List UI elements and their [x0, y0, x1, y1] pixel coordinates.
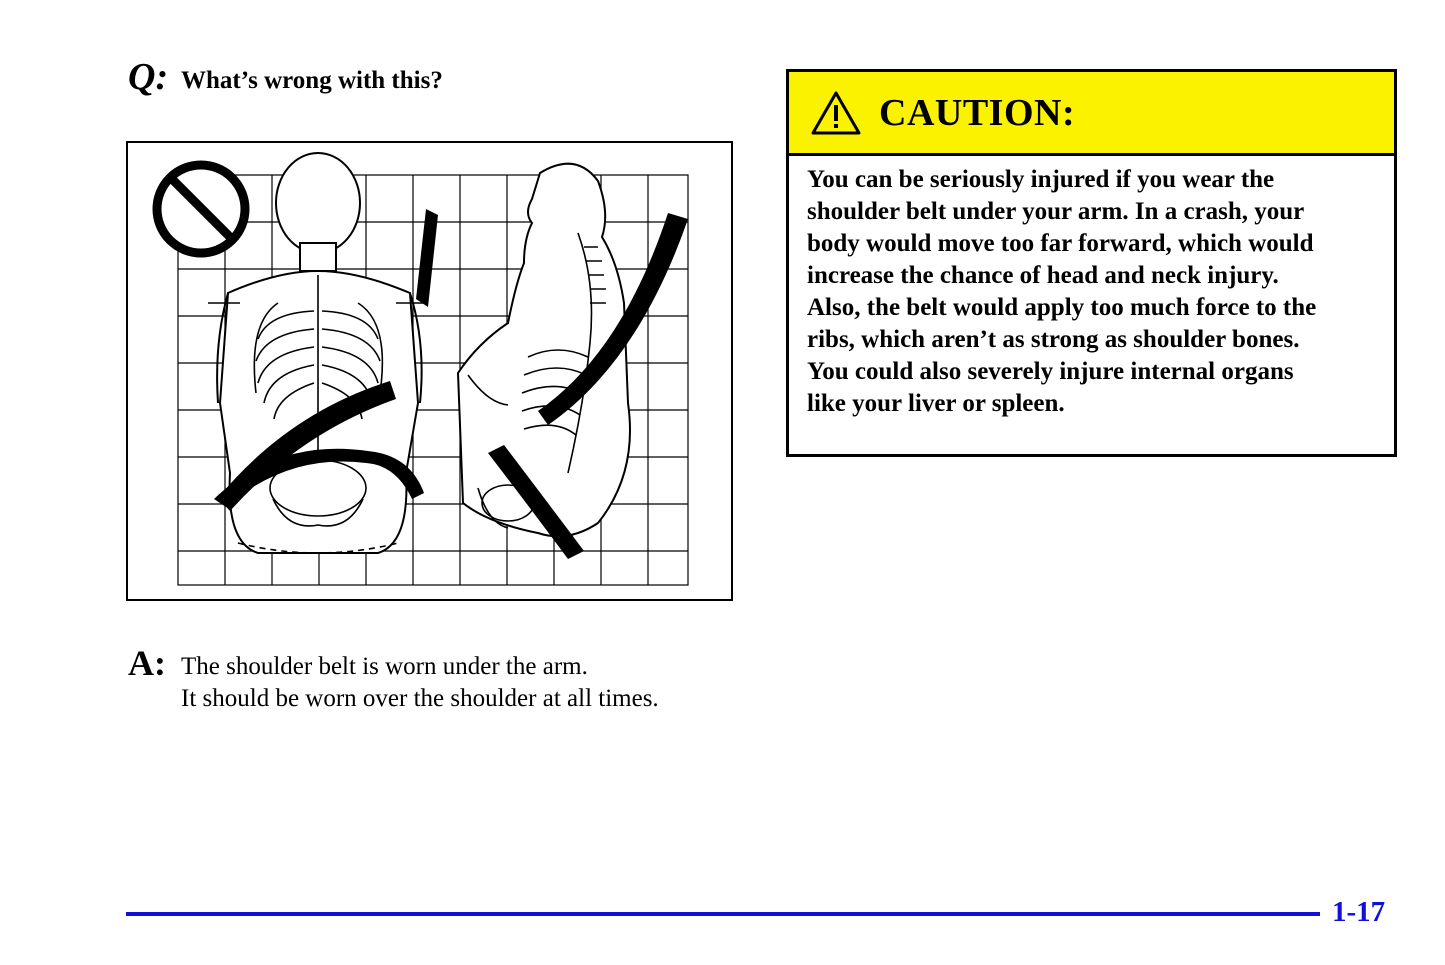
footer-rule	[126, 912, 1320, 916]
caution-line: body would move too far forward, which would	[807, 230, 1314, 257]
caution-line: increase the chance of head and neck injury.	[807, 262, 1279, 289]
caution-line: ribs, which aren’t as strong as shoulder bones.	[807, 326, 1300, 353]
question-text: What’s wrong with this?	[181, 67, 443, 94]
caution-header	[789, 72, 1394, 156]
question-label: Q:	[128, 56, 169, 98]
seatbelt-illustration	[126, 141, 733, 601]
caution-line: You could also severely injure internal organs	[807, 358, 1294, 385]
answer-text	[181, 651, 659, 715]
page-number: 1-17	[1332, 896, 1386, 928]
caution-title: CAUTION:	[879, 91, 1076, 134]
caution-box	[786, 69, 1397, 457]
answer-line: It should be worn over the shoulder at all times.	[181, 685, 659, 712]
caution-line: like your liver or spleen.	[807, 390, 1065, 417]
caution-line: shoulder belt under your arm. In a crash, your	[807, 198, 1305, 225]
caution-text	[789, 156, 1394, 420]
caution-line: You can be seriously injured if you wear the	[807, 166, 1275, 193]
warning-triangle-icon	[811, 90, 861, 136]
answer-label: A:	[128, 643, 166, 683]
answer-line: The shoulder belt is worn under the arm.	[181, 653, 588, 680]
caution-line: Also, the belt would apply too much force to the	[807, 294, 1317, 321]
prohibited-icon	[157, 165, 245, 253]
